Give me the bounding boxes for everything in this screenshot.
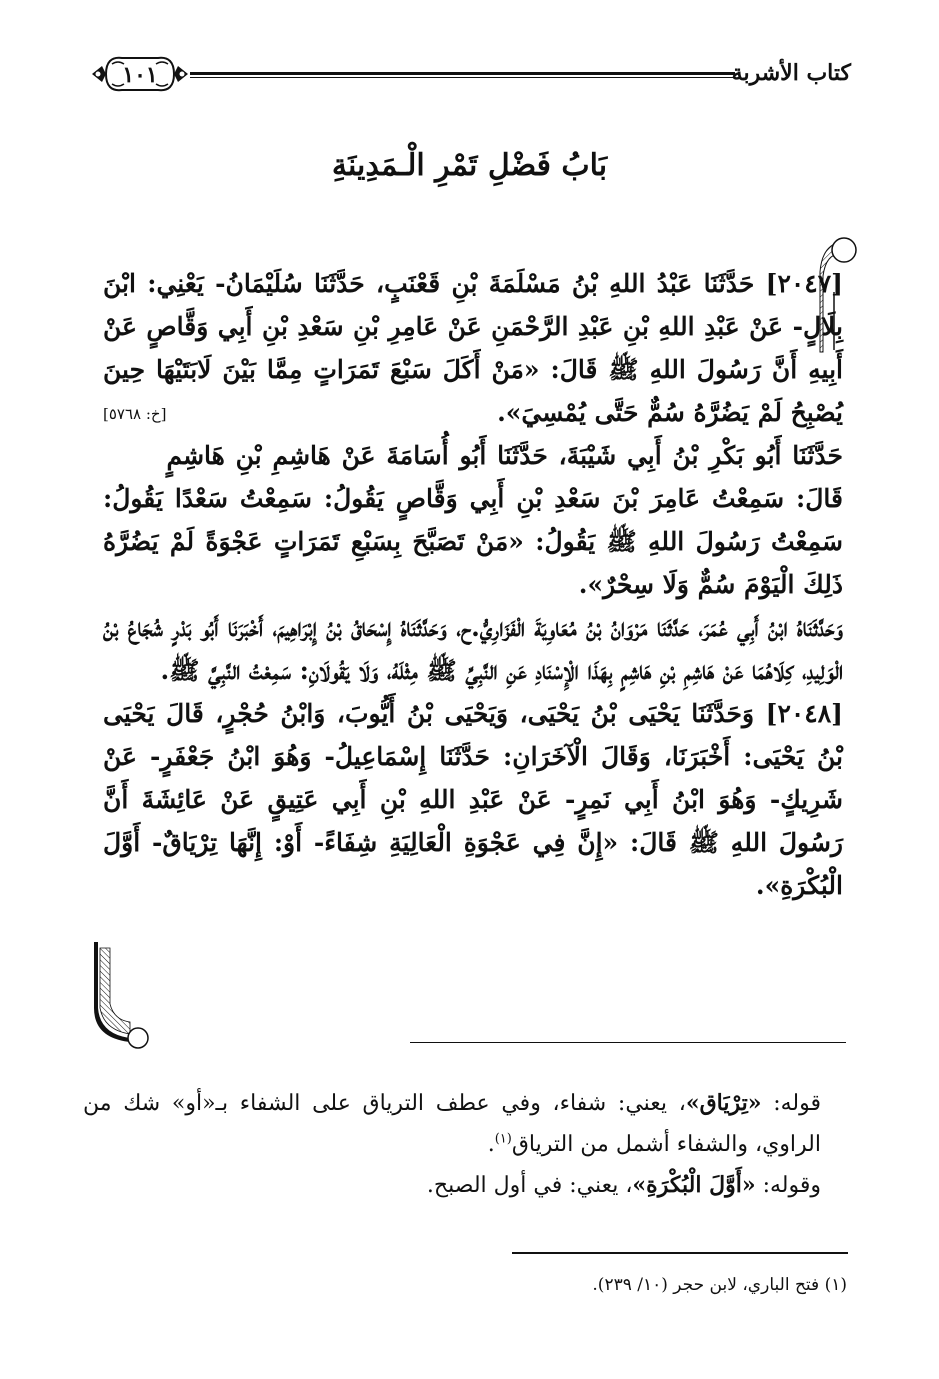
frame-corner-ornament-bottom: [78, 938, 158, 1050]
commentary-paragraph: [83, 1165, 843, 1206]
chapter-title: بَابُ فَضْلِ تَمْرِ الْـمَدِينَةِ: [331, 148, 608, 183]
page-number: ١٠١: [122, 62, 158, 88]
running-header-title: كتاب الأشربة: [731, 60, 851, 86]
commentary-intro: قوله:: [761, 1091, 821, 1116]
hadith-text-block: [103, 262, 843, 907]
footnote-rule: [512, 1252, 848, 1254]
hadith-text: وَحَدَّثَنَاهُ ابْنُ أَبِي عُمَرَ، حَدَّثَنَا مَرْوَانُ بْنُ مُعَاوِيَةَ الْفَزَارِيُّ.ح، وَحَدَّثَنَاهُ إِسْحَاقُ بْنُ إِبْرَاهِيمَ، أَخْبَرَنَا أَبُو بَدْرٍ شُجَاعُ بْنُ الْوَلِيدِ، كِلَاهُمَا عَنْ هَاشِمِ بْنِ هَاشِمٍ بِهَذَا الْإِسْنَادِ عَنِ النَّبِيِّ ﷺ مِثْلَهُ، وَلَا يَقُولَانِ: سَمِعْتُ النَّبِيَّ ﷺ.: [103, 613, 843, 685]
hadith-paragraph: [103, 434, 843, 606]
commentary-paragraph: [83, 1083, 843, 1165]
commentary-text: ، يعني: شفاء، وفي عطف الترياق على الشفاء بـ«أو» شك من الراوي، والشفاء أشمل من الترياق: [83, 1091, 821, 1157]
hadith-text: [٢٠٤٧] حَدَّثَنَا عَبْدُ اللهِ بْنُ مَسْلَمَةَ بْنِ قَعْنَبٍ، حَدَّثَنَا سُلَيْمَانُ- يَعْنِي: ابْنَ بِلَالٍ- عَنْ عَبْدِ اللهِ بْنِ عَبْدِ الرَّحْمَنِ عَنْ عَامِرِ بْنِ سَعْدِ بْنِ أَبِي وَقَّاصٍ عَنْ أَبِيهِ أَنَّ رَسُولَ اللهِ ﷺ قَالَ: «مَنْ أَكَلَ سَبْعَ تَمَرَاتٍ مِمَّا بَيْنَ لَابَتَيْهَا حِينَ يُصْبِحُ لَمْ يَضُرَّهُ سُمٌّ حَتَّى يُمْسِيَ».: [103, 269, 843, 427]
hadith-paragraph: [103, 692, 843, 907]
hadith-paragraph: [103, 262, 843, 434]
hadith-reference: [خ: ٥٧٦٨]: [103, 405, 167, 423]
commentary-block: [83, 1083, 843, 1206]
hadith-paragraph: [103, 606, 843, 692]
commentary-text: ، يعني: في أول الصبح.: [426, 1173, 633, 1198]
hadith-text: حَدَّثَنَا أَبُو بَكْرِ بْنُ أَبِي شَيْبَةَ، حَدَّثَنَا أَبُو أُسَامَةَ عَنْ هَاشِمِ بْنِ هَاشِمٍ قَالَ: سَمِعْتُ عَامِرَ بْنَ سَعْدِ بْنِ أَبِي وَقَّاصٍ يَقُولُ: سَمِعْتُ سَعْدًا يَقُولُ: سَمِعْتُ رَسُولَ اللهِ ﷺ يَقُولُ: «مَنْ تَصَبَّحَ بِسَبْعِ تَمَرَاتٍ عَجْوَةً لَمْ يَضُرَّهُ ذَلِكَ الْيَوْمَ سُمٌّ وَلَا سِحْرٌ».: [103, 441, 843, 599]
commentary-term: «تِرْيَاق»: [685, 1090, 762, 1116]
footnote: (١) فتح الباري، لابن حجر (١٠/ ٢٣٩).: [592, 1275, 847, 1295]
commentary-intro: وقوله:: [755, 1173, 821, 1198]
commentary-end: .: [487, 1132, 495, 1157]
text-end-rule: [410, 1042, 846, 1043]
header-rule: [190, 72, 735, 78]
hadith-text: [٢٠٤٨] وَحَدَّثَنَا يَحْيَى بْنُ يَحْيَى، وَيَحْيَى بْنُ أَيُّوبَ، وَابْنُ حُجْرٍ، قَالَ يَحْيَى بْنُ يَحْيَى: أَخْبَرَنَا، وَقَالَ الْآخَرَانِ: حَدَّثَنَا إِسْمَاعِيلُ- وَهُوَ ابْنُ جَعْفَرٍ- عَنْ شَرِيكٍ- وَهُوَ ابْنُ أَبِي نَمِرٍ- عَنْ عَبْدِ اللهِ بْنِ أَبِي عَتِيقٍ عَنْ عَائِشَةَ أَنَّ رَسُولَ اللهِ ﷺ قَالَ: «إِنَّ فِي عَجْوَةِ الْعَالِيَةِ شِفَاءً- أَوْ: إِنَّهَا تِرْيَاقٌ- أَوَّلَ الْبُكْرَةِ».: [103, 699, 843, 900]
commentary-term: «أَوَّلَ الْبُكْرَةِ»: [632, 1172, 756, 1198]
footnote-marker[interactable]: (١): [494, 1131, 512, 1147]
